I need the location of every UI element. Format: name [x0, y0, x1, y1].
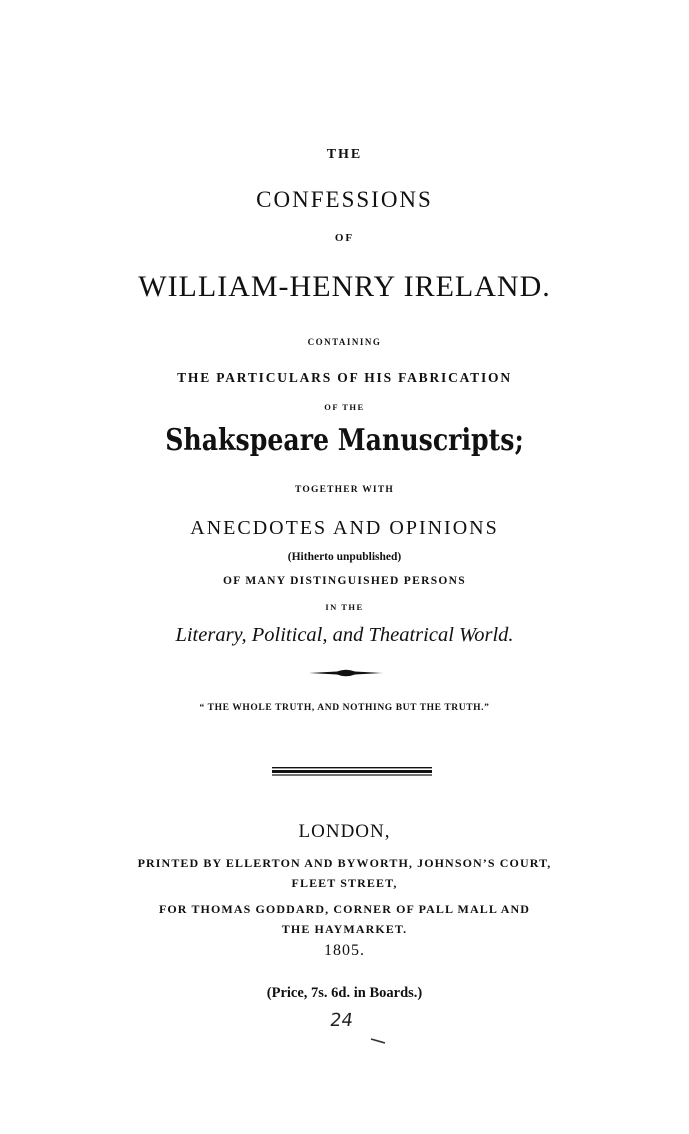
- line-together-with: TOGETHER WITH: [295, 485, 394, 495]
- line-of-the: OF THE: [324, 402, 365, 412]
- imprint-printer-line-2: FLEET STREET,: [291, 876, 398, 890]
- line-the: THE: [326, 147, 363, 162]
- author-name: WILLIAM-HENRY IRELAND.: [138, 270, 551, 303]
- handwritten-number: 24: [328, 1010, 355, 1031]
- gothic-title: Shakspeare Manuscripts;: [165, 423, 524, 458]
- imprint-printer-line-1: PRINTED BY ELLERTON AND BYWORTH, JOHNSON’S COURT,: [137, 856, 552, 870]
- line-in-the: IN THE: [325, 602, 364, 612]
- double-rule-divider: [272, 766, 432, 776]
- line-anecdotes: ANECDOTES AND OPINIONS: [190, 517, 499, 539]
- line-of: OF: [334, 232, 355, 244]
- line-confessions: CONFESSIONS: [256, 187, 433, 212]
- imprint-price: (Price, 7s. 6d. in Boards.): [266, 985, 423, 1001]
- line-world: Literary, Political, and Theatrical World.: [175, 624, 514, 646]
- motto: “ THE WHOLE TRUTH, AND NOTHING BUT THE TRUTH.”: [199, 703, 490, 713]
- pencil-mark: [370, 1037, 386, 1045]
- imprint-city: LONDON,: [298, 821, 391, 842]
- line-particulars: THE PARTICULARS OF HIS FABRICATION: [177, 370, 512, 385]
- imprint-publisher-line-1: FOR THOMAS GODDARD, CORNER OF PALL MALL AND: [158, 902, 531, 916]
- imprint-year: 1805.: [324, 942, 365, 959]
- line-many-persons: OF MANY DISTINGUISHED PERSONS: [223, 575, 466, 587]
- line-hitherto: (Hitherto unpublished): [287, 551, 402, 563]
- imprint-publisher-line-2: THE HAYMARKET.: [281, 922, 408, 936]
- line-containing: CONTAINING: [307, 337, 382, 347]
- ornament-dash: [309, 668, 383, 678]
